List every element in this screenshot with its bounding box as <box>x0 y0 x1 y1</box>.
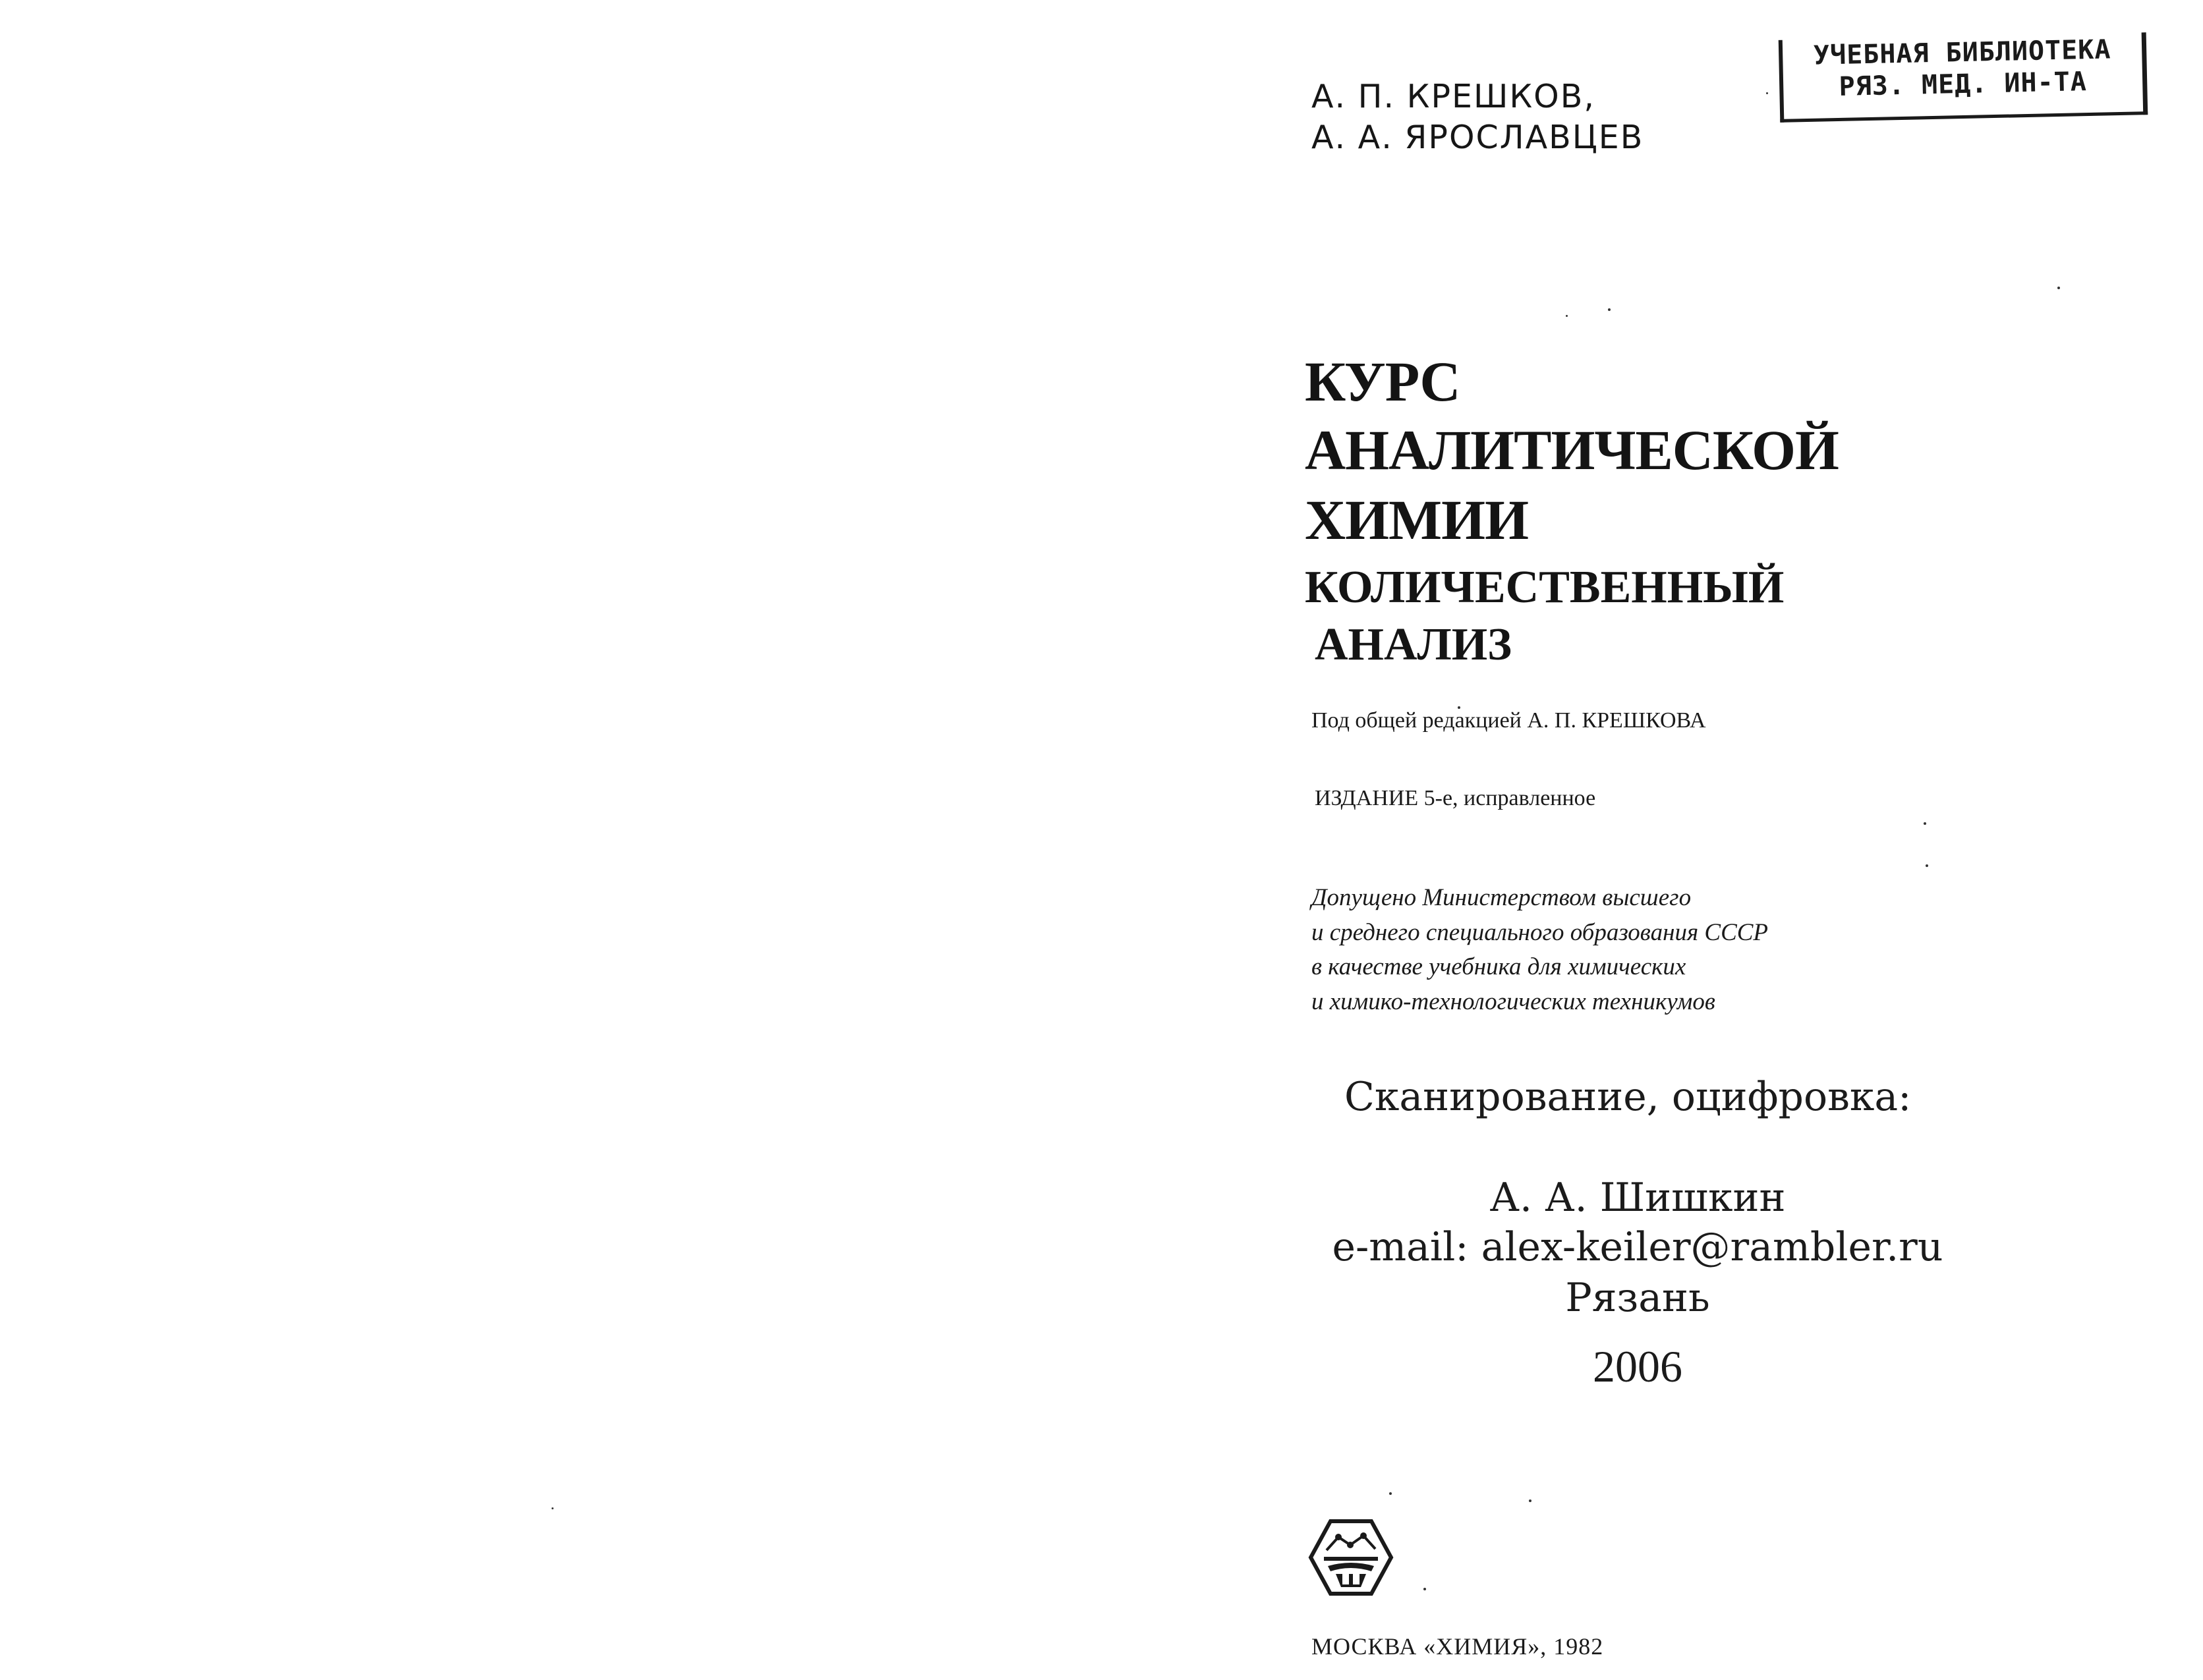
subtitle-line-1: КОЛИЧЕСТВЕННЫЙ <box>1305 562 1785 613</box>
scan-speck <box>1389 1492 1392 1495</box>
publisher-line: МОСКВА «ХИМИЯ», 1982 <box>1311 1633 1604 1660</box>
subtitle-line-2: АНАЛИЗ <box>1315 619 1512 670</box>
scan-credit-email: e-mail: alex-keiler@rambler.ru <box>1332 1224 1943 1270</box>
stamp-line-2: РЯЗ. МЕД. ИН-ТА <box>1839 67 2088 102</box>
scan-speck <box>1766 92 1768 94</box>
scan-speck <box>1924 822 1926 825</box>
approval-line-3: в качестве учебника для химических <box>1311 953 1686 981</box>
publisher-logo-icon <box>1308 1519 1394 1596</box>
scan-credit-heading: Сканирование, оцифровка: <box>1344 1074 1912 1120</box>
scan-speck <box>1926 864 1928 867</box>
approval-notice <box>1311 881 1768 1019</box>
scan-speck <box>1423 1588 1426 1590</box>
scan-speck <box>2057 287 2060 289</box>
approval-line-1: Допущено Министерством высшего <box>1311 884 1692 911</box>
scan-speck <box>552 1507 554 1509</box>
scan-speck <box>1608 308 1611 311</box>
title-line-1: КУРС <box>1305 350 1460 413</box>
scan-speck <box>1529 1499 1531 1502</box>
approval-line-4: и химико-технологических техникумов <box>1311 988 1715 1015</box>
scan-credit-name: А. А. Шишкин <box>1489 1175 1786 1221</box>
approval-line-2: и среднего специального образования СССР <box>1311 918 1769 946</box>
scan-credit-city: Рязань <box>1565 1275 1710 1321</box>
title-line-3: ХИМИИ <box>1305 488 1528 551</box>
author-1: А. П. КРЕШКОВ, <box>1311 78 1595 115</box>
editor-line: Под общей редакцией А. П. КРЕШКОВА <box>1311 708 1706 733</box>
scan-credit-year: 2006 <box>1593 1341 1682 1391</box>
stamp-line-1: УЧЕБНАЯ БИБЛИОТЕКА <box>1813 34 2111 71</box>
author-2: А. А. ЯРОСЛАВЦЕВ <box>1311 119 1644 156</box>
title-line-2: АНАЛИТИЧЕСКОЙ <box>1305 418 1839 482</box>
scan-speck <box>1566 315 1568 317</box>
edition-line: ИЗДАНИЕ 5-е, исправленное <box>1315 786 1596 810</box>
library-stamp <box>1779 32 2148 123</box>
